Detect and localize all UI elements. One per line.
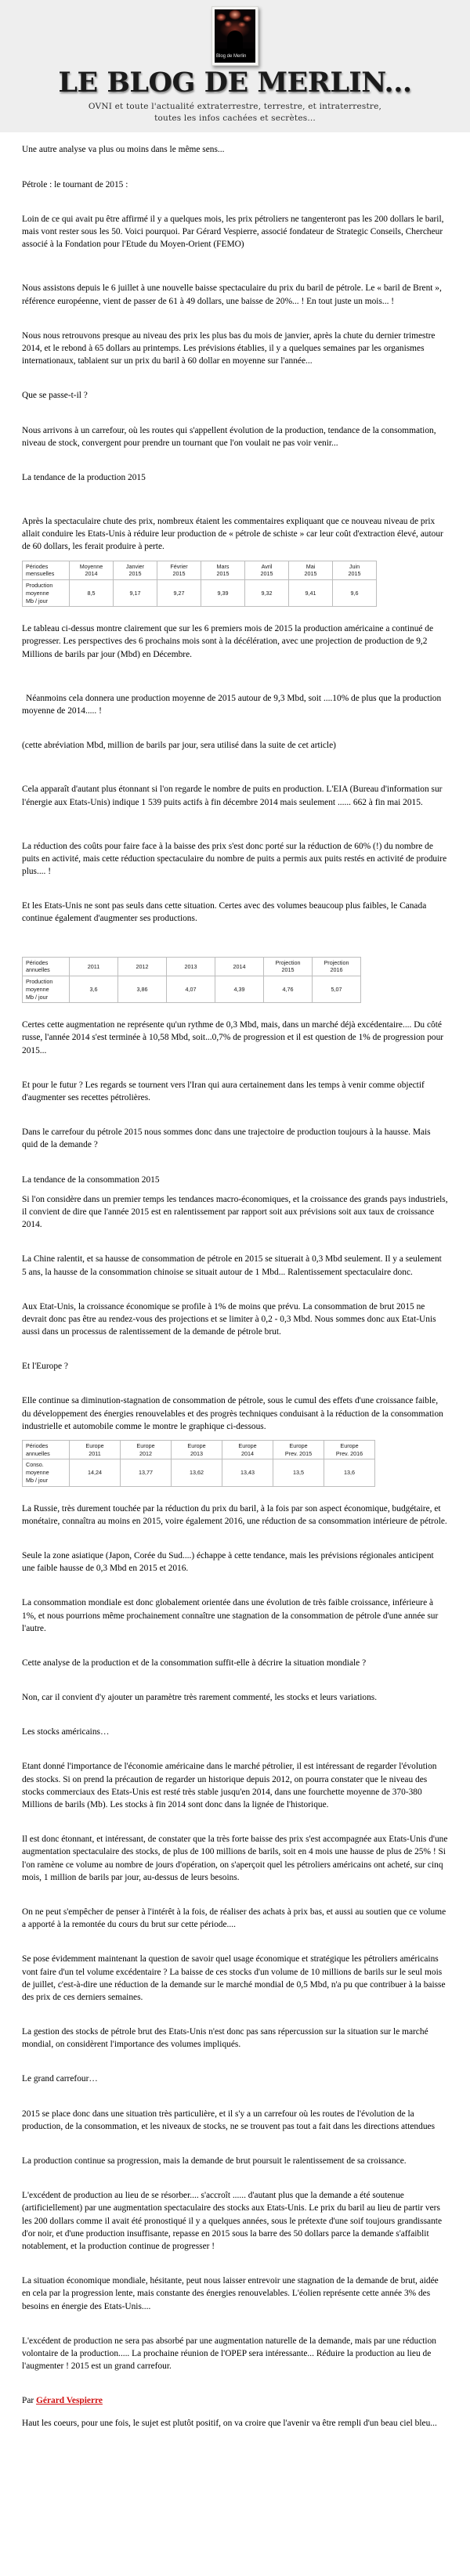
table-header-cell: Février 2015 <box>157 561 201 579</box>
table-europe-consumption-wrap <box>22 1440 448 1487</box>
table-us-production-wrap <box>22 561 448 608</box>
paragraph-23: Cette analyse de la production et de la consommation suffit-elle à décrire la situation mondiale ? <box>22 1658 367 1668</box>
paragraph-5: Après la spectaculaire chute des prix, nombreux étaient les commentaires expliquant que ce nouveau niveau de prix allait conduire les Etats-Unis à réduire leur production de « pétrole de schiste » car leur coût d'extraction élevé, autour de 60 dollars, les ferait produire à perte. <box>22 517 443 552</box>
paragraph-8: (cette abréviation Mbd, million de barils par jour, sera utilisé dans la suite de cet article) <box>22 741 336 751</box>
table-header-cell: Avril 2015 <box>245 561 289 579</box>
heading-stocks: Les stocks américains… <box>22 1727 110 1737</box>
table-header-cell: Mars 2015 <box>201 561 245 579</box>
table-cell: 9,41 <box>289 580 333 607</box>
paragraph-18: Et l'Europe ? <box>22 1362 68 1372</box>
paragraph-4: Nous arrivons à un carrefour, où les routes qui s'appellent évolution de la production, tendance de la consommation, niveau de stock, convergent pour prendre un tournant que l'on voulait ne pas voir venir... <box>22 425 436 448</box>
table-header-cell: Europe Prev. 2015 <box>273 1441 324 1459</box>
table-row-label: Production moyenne Mb / jour <box>23 580 70 607</box>
paragraph-21: Seule la zone asiatique (Japon, Corée du Sud....) échappe à cette tendance, mais les prévisions régionales anticipent une faible hausse de 0,3 Mbd en 2015 et 2016. <box>22 1550 434 1574</box>
heading-production: La tendance de la production 2015 <box>22 472 146 482</box>
table-cell: 9,6 <box>333 580 377 607</box>
site-logo[interactable] <box>0 6 470 66</box>
table-cell: 3,86 <box>118 976 167 1003</box>
author-link[interactable]: Gérard Vespierre <box>36 2396 103 2406</box>
paragraph-9: Cela apparaît d'autant plus étonnant si l'on regarde le nombre de puits en production. L'EIA (Bureau d'information sur l'énergie aux Etats-Unis) indique 1 539 puits actifs à fin décembre 2014 mais seulement ...... 662 à fin mai 2015. <box>22 785 443 807</box>
table-us-production <box>22 561 377 608</box>
table-cell: 9,27 <box>157 580 201 607</box>
table-europe-consumption <box>22 1440 375 1487</box>
table-header-cell: Europe 2012 <box>121 1441 172 1459</box>
heading-carrefour: Le grand carrefour… <box>22 2074 98 2084</box>
paragraph-15: Si l'on considère dans un premier temps les tendances macro-économiques, et la croissance des grands pays industriels, il convient de dire que l'année 2015 est en ralentissement par rapport soit aux prévisions soit aux taux de croissance 2014. <box>22 1194 448 1230</box>
paragraph-24: Non, car il convient d'y ajouter un paramètre très rarement commenté, les stocks et leurs variations. <box>22 1693 378 1703</box>
table-cell: 4,76 <box>264 976 313 1003</box>
logo-silhouette-figure <box>227 31 243 54</box>
paragraph-16: La Chine ralentit, et sa hausse de consommation de pétrole en 2015 se situerait à 0,3 Mbd seulement. Il y a seulement 5 ans, la hausse de la consommation chinoise se situait autour de 1 Mbd... Ralentissement spectaculaire donc. <box>22 1254 442 1277</box>
paragraph-17: Aux Etat-Unis, la croissance économique se profile à 1% de moins que prévu. La consommation de brut 2015 ne devrait donc pas être au rendez-vous des projections et se limiter à 0,2 - 0,3 Mbd. Nous sommes donc aux Etat-Unis aussi dans un processus de ralentissement de la demande de pétrole brut. <box>22 1301 436 1337</box>
byline <box>22 2394 448 2407</box>
table-header-cell: Europe 2014 <box>222 1441 273 1459</box>
table-cell: 4,39 <box>215 976 264 1003</box>
paragraph-closing: Haut les coeurs, pour une fois, le sujet est plutôt positif, on va croire que l'avenir va être rempli d'un beau ciel bleu... <box>22 2419 437 2429</box>
paragraph-19: Elle continue sa diminution-stagnation de consommation de pétrole, sous le cumul des effets d'une croissance faible, du développement des énergies renouvelables et des progrès techniques conduisant à la réduction de la consommation industrielle et automobile comme le montre le graphique ci-dessous. <box>22 1396 443 1431</box>
paragraph-14: Dans le carrefour du pétrole 2015 nous sommes donc dans une trajectoire de production toujours à la hausse. Mais quid de la demande ? <box>22 1127 431 1150</box>
table-cell: 8,5 <box>70 580 114 607</box>
paragraph-32: L'excédent de production au lieu de se résorber.... s'accroît ...... d'autant plus que la demande a été soutenue (artificiellement) par une augmentation spectaculaire des stocks aux Etats-Unis. Le prix du baril au lieu de partir vers les 200 dollars comme il avait été pronostiqué il y a quelques années, sous le prétexte d'une soif toujours grandissante d'or noir, et d'une production insuffisante, repasse en 2015 sous la barre des 50 dollars parce la demande s'affaiblit notablement, et la production continue de progresser ! <box>22 2191 443 2251</box>
table-cell: 5,07 <box>313 976 361 1003</box>
table-cell: 9,32 <box>245 580 289 607</box>
byline-prefix: Par <box>22 2396 37 2406</box>
table-cell: 13,62 <box>172 1459 222 1486</box>
article-headline: Pétrole : le tournant de 2015 : <box>22 179 128 189</box>
table-row <box>23 1441 375 1459</box>
table-cell: 13,77 <box>121 1459 172 1486</box>
table-header-cell: 2012 <box>118 957 167 976</box>
table-header-cell: 2013 <box>167 957 215 976</box>
table-row <box>23 561 377 579</box>
paragraph-1: Nous assistons depuis le 6 juillet à une nouvelle baisse spectaculaire du prix du baril de pétrole. Le « baril de Brent », référence européenne, vient de passer de 61 à 49 dollars, une baisse de 20%... ! En tout juste un mois... ! <box>22 283 442 306</box>
table-row-label: Conso. moyenne Mb / jour <box>23 1459 70 1486</box>
paragraph-30: 2015 se place donc dans une situation très particulière, et il s'y a un carrefour où les routes de l'évolution de la production, de la consommation, et les niveaux de stocks, ne se trouvent pas tout a fait dans les directions attendues <box>22 2109 436 2131</box>
paragraph-25: Etant donné l'importance de l'économie américaine dans le marché pétrolier, il est intéressant de regarder l'évolution des stocks. Si on prend la précaution de regarder un historique depuis 2012, on pourra constater que le niveau des stocks commerciaux des Etats-Unis est resté très stable jusqu'en 2014, dans une fourchette moyenne de 370-380 Millions de barils (Mb). Les stocks à fin 2014 sont donc dans la lignée de l'historique. <box>22 1762 437 1810</box>
table-header-cell: Périodes annuelles <box>23 957 70 976</box>
paragraph-6: Le tableau ci-dessus montre clairement que sur les 6 premiers mois de 2015 la production américaine a continué de progresser. Les perspectives des 6 prochains mois sont à la décélération, avec une projection de production de 9,2 Millions de barils par jour (Mbd) en Décembre. <box>22 624 434 659</box>
logo-caption: Blog de Merlin <box>216 54 247 59</box>
paragraph-29: La gestion des stocks de pétrole brut des Etats-Unis n'est donc pas sans répercussion sur la situation sur le marché mondial, on considèrent l'importance des volumes impliqués. <box>22 2027 428 2050</box>
table-cell: 13,5 <box>273 1459 324 1486</box>
heading-consommation: La tendance de la consommation 2015 <box>22 1174 160 1185</box>
table-header-cell: Périodes annuelles <box>23 1441 70 1459</box>
site-header <box>0 0 470 132</box>
table-header-cell: Moyenne 2014 <box>70 561 114 579</box>
table-header-cell: Mai 2015 <box>289 561 333 579</box>
table-row <box>23 580 377 607</box>
paragraph-22: La consommation mondiale est donc globalement orientée dans une évolution de très faible croissance, inférieure à 1%, et nous pourrions même prochainement connaître une stagnation de la consommation de pétrole d'une année sur l'autre. <box>22 1598 439 1633</box>
paragraph-27: On ne peut s'empêcher de penser à l'intérêt à la fois, de réaliser des achats à prix bas, et aussi au soutien que ce volume a apporté à la remontée du cours du brut sur cette période.... <box>22 1907 446 1930</box>
article-body <box>0 132 470 2460</box>
table-header-cell: Périodes mensuelles <box>23 561 70 579</box>
table-cell: 3,6 <box>70 976 118 1003</box>
paragraph-33: La situation économique mondiale, hésitante, peut nous laisser entrevoir une stagnation de la demande de brut, aidée en cela par la progression lente, mais constante des énergies renouvelables. L'éolien représente cette année 3% des besoins en énergie des Etats-Unis.... <box>22 2276 439 2311</box>
table-cell: 9,17 <box>114 580 157 607</box>
table-header-cell: Projection 2015 <box>264 957 313 976</box>
table-cell: 13,6 <box>324 1459 375 1486</box>
table-row <box>23 976 361 1003</box>
table-header-cell: 2011 <box>70 957 118 976</box>
paragraph-lede: Loin de ce qui avait pu être affirmé il y a quelques mois, les prix pétroliers ne tangenteront pas les 200 dollars le baril, mais vont rester sous les 50. Voici pourquoi. Par Gérard Vespierre, associé fondateur de Strategic Conseils, Chercheur associé à la Fondation pour l'Etude du Moyen-Orient (FEMO) <box>22 214 444 250</box>
table-row-label: Production moyenne Mb / jour <box>23 976 70 1003</box>
table-row <box>23 1459 375 1486</box>
logo-photo-frame <box>212 6 258 66</box>
paragraph-2: Nous nous retrouvons presque au niveau des prix les plus bas du mois de janvier, après la chute du dernier trimestre 2014, et le rebond à 65 dollars au printemps. Les prévisions établies, il y a quelques semaines par les organismes internationaux, tablaient sur un prix du baril à 60 dollar en moyenne sur l'année... <box>22 330 436 366</box>
paragraph-20: La Russie, très durement touchée par la réduction du prix du baril, à la fois par son aspect économique, budgétaire, et monétaire, connaîtra au moins en 2015, voire également 2016, une réduction de sa consommation intérieure de pétrole. <box>22 1503 447 1526</box>
table-header-cell: 2014 <box>215 957 264 976</box>
table-header-cell: Europe 2011 <box>70 1441 121 1459</box>
paragraph-12: Certes cette augmentation ne représente qu'un rythme de 0,3 Mbd, mais, dans un marché déjà excédentaire.... Du côté russe, l'année 2014 s'est terminée à 10,58 Mbd, soit...0,7% de progression et il est question de 1% de progression pour 2015... <box>22 1020 444 1055</box>
table-canada-production-wrap <box>22 957 448 1004</box>
site-subtitle-line-1: OVNI et toute l'actualité extraterrestre, terrestre, et intraterrestre, <box>88 102 382 111</box>
table-cell: 14,24 <box>70 1459 121 1486</box>
table-row <box>23 957 361 976</box>
table-header-cell: Janvier 2015 <box>114 561 157 579</box>
table-cell: 4,07 <box>167 976 215 1003</box>
logo-image <box>215 9 255 63</box>
table-canada-production <box>22 957 361 1004</box>
site-title: LE BLOG DE MERLIN... <box>58 67 412 99</box>
table-cell: 9,39 <box>201 580 245 607</box>
paragraph-10: La réduction des coûts pour faire face à la baisse des prix s'est donc porté sur la réduction de 60% (!) du nombre de puits en activité, mais cette réduction spectaculaire du nombre de puits a permis aux puits restés en activité de produire plus.... ! <box>22 841 447 877</box>
paragraph-11: Et les Etats-Unis ne sont pas seuls dans cette situation. Certes avec des volumes beaucoup plus faibles, le Canada continue également d'augmenter ses productions. <box>22 901 427 924</box>
table-header-cell: Europe Prev. 2016 <box>324 1441 375 1459</box>
paragraph-13: Et pour le futur ? Les regards se tournent vers l'Iran qui aura certainement dans les temps à venir comme objectif d'augmenter ses recettes pétrolières. <box>22 1080 425 1102</box>
site-subtitle <box>51 101 419 124</box>
paragraph-31: La production continue sa progression, mais la demande de brut poursuit le ralentissement de sa croissance. <box>22 2156 407 2167</box>
paragraph-7: Néanmoins cela donnera une production moyenne de 2015 autour de 9,3 Mbd, soit ....10% de plus que la production moyenne de 2014..... ! <box>22 693 442 716</box>
table-header-cell: Europe 2013 <box>172 1441 222 1459</box>
table-header-cell: Projection 2016 <box>313 957 361 976</box>
site-subtitle-line-2: toutes les infos cachées et secrètes... <box>154 114 316 124</box>
paragraph-3: Que se passe-t-il ? <box>22 391 88 401</box>
paragraph-26: Il est donc étonnant, et intéressant, de constater que la très forte baisse des prix s'est accompagnée aux Etats-Unis d'une augmentation spectaculaire des stocks, de plus de 100 millions de barils, soit en 4 mois une hausse de plus de 25% ! Si l'on ramène ce volume au nombre de jours d'opération, on s'aperçoit quel les pétroliers américains ont acheté, sur cinq mois, 1 million de barils par jour, au-dessus de leurs besoins. <box>22 1835 448 1882</box>
table-header-cell: Juin 2015 <box>333 561 377 579</box>
paragraph-intro: Une autre analyse va plus ou moins dans le même sens... <box>22 145 225 155</box>
paragraph-28: Se pose évidemment maintenant la question de savoir quel usage économique et stratégique les pétroliers américains vont faire d'un tel volume excédentaire ? La baisse de ces stocks d'un volume de 10 millions de barils sur le seul mois de juillet, c'est-à-dire une réduction de la demande sur le marché mondial de 0,5 Mbd, n'a pu que contribuer à la baisse des prix de ces derniers semaines. <box>22 1954 446 2002</box>
paragraph-34: L'excédent de production ne sera pas absorbé par une augmentation naturelle de la demande, mais par une réduction volontaire de la production..... La prochaine réunion de l'OPEP sera intéressante... Réduire la production au lieu de l'augmenter ! 2015 est un grand carrefour. <box>22 2336 436 2372</box>
table-cell: 13,43 <box>222 1459 273 1486</box>
